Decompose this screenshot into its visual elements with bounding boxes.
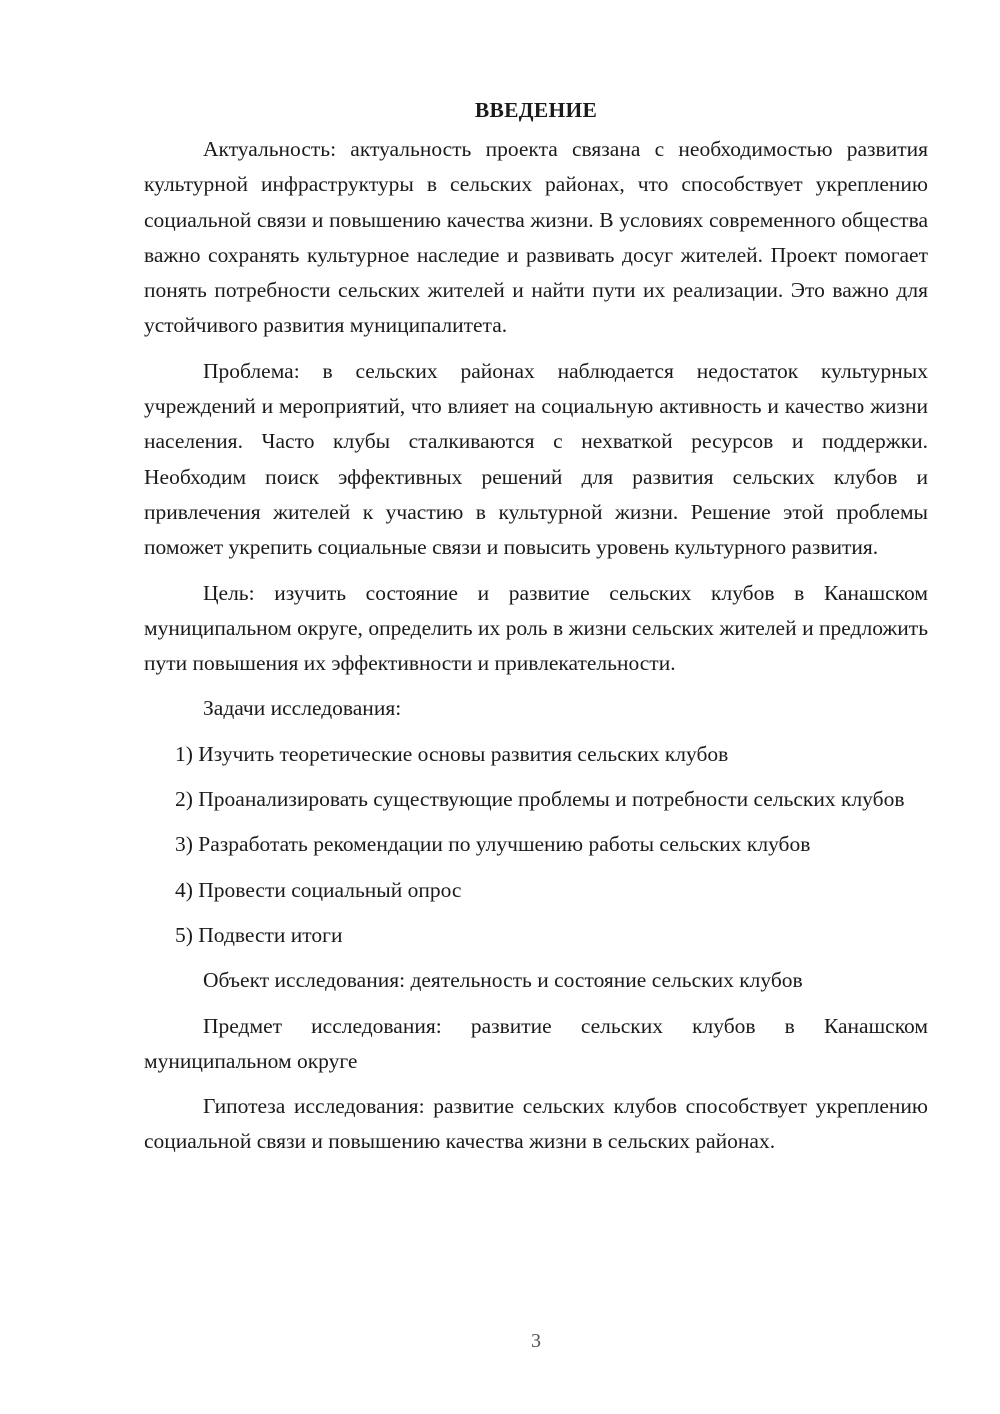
paragraph-hypothesis: Гипотеза исследования: развитие сельских клубов способствует укреплению социальной связи и повышению качества жизни в сельских районах. [144, 1094, 928, 1154]
paragraph-tasks-heading: Задачи исследования: [203, 696, 402, 721]
task-item-4: 4) Провести социальный опрос [175, 877, 462, 902]
paragraph-subject: Предмет исследования: развитие сельских клубов в Канашском муниципальном округе [144, 1013, 928, 1073]
task-item-5: 5) Подвести итоги [175, 922, 343, 947]
paragraph-problem: Проблема: в сельских районах наблюдается недостаток культурных учреждений и мероприятий, что влияет на социальную активность и качество жизни населения. Часто клубы сталкиваются с нехваткой ресурсов и поддержки. Необходим поиск эффективных решений для развития сельских клубов и привлечения жителей к участию в культурной жизни. Решение этой проблемы поможет укрепить социальные связи и повысить уровень культурного развития. [144, 358, 928, 560]
task-item-3: 3) Разработать рекомендации по улучшению работы сельских клубов [175, 832, 811, 857]
page-title: ВВЕДЕНИЕ [474, 98, 598, 122]
task-item-2: 2) Проанализировать существующие проблемы и потребности сельских клубов [175, 787, 905, 812]
paragraph-relevance: Актуальность: актуальность проекта связана с необходимостью развития культурной инфраструктуры в сельских районах, что способствует укреплению социальной связи и повышению качества жизни. В условиях современного общества важно сохранять культурное наследие и развивать досуг жителей. Проект помогает понять потребности сельских жителей и найти пути их реализации. Это важно для устойчивого развития муниципалитета. [144, 137, 928, 338]
task-item-1: 1) Изучить теоретические основы развития сельских клубов [175, 741, 729, 766]
paragraph-goal: Цель: изучить состояние и развитие сельских клубов в Канашском муниципальном округе, определить их роль в жизни сельских жителей и предложить пути повышения их эффективности и привлекательности. [144, 580, 928, 676]
document-page [144, 92, 928, 1170]
page-number: 3 [531, 1330, 541, 1352]
paragraph-object: Объект исследования: деятельность и состояние сельских клубов [203, 968, 803, 993]
